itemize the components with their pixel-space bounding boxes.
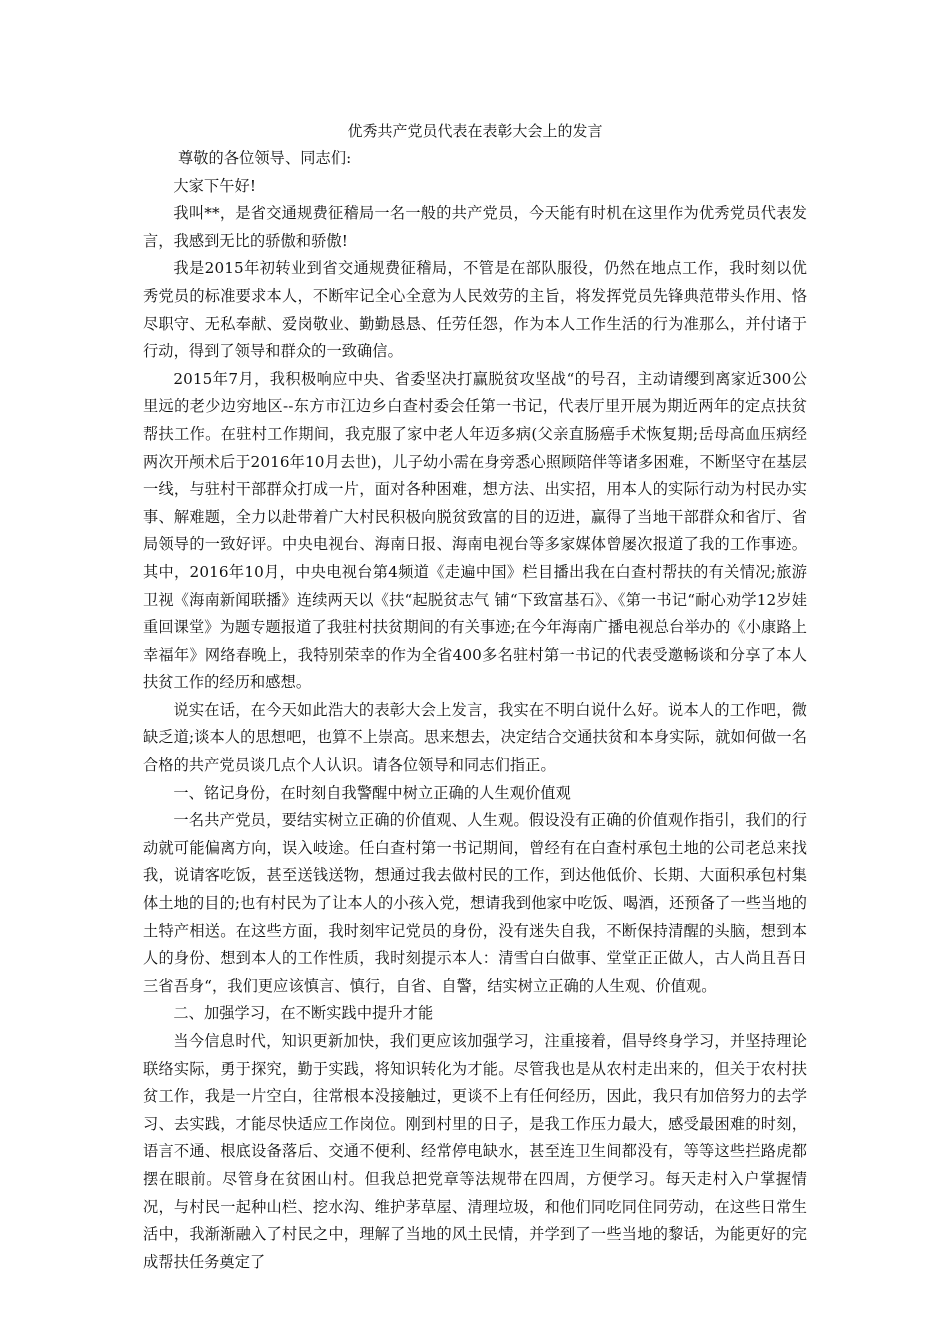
section-heading-1: 一、铭记身份，在时刻自我警醒中树立正确的人生观价值观 [173, 783, 571, 802]
section-heading-2: 二、加强学习，在不断实践中提升才能 [173, 1004, 434, 1023]
greeting-paragraph: 大家下午好! [173, 176, 257, 195]
document-title: 优秀共产党员代表在表彰大会上的发言 [347, 122, 603, 140]
transition-paragraph: 说实在话，在今天如此浩大的表彰大会上发言，我实在不明白说什么好。说本人的工作吧，微缺乏道;谈本人的思想吧，也算不上崇高。思来想去，决定结合交通扶贫和本身实际，就如何做一名合格的共产党员谈几点个人认识。请各位领导和同志们指正。 [143, 700, 807, 775]
learning-paragraph: 当今信息时代，知识更新加快，我们更应该加强学习，注重接着，倡导终身学习，并坚持理论联络实际，勇于探究，勤于实践，将知识转化为才能。尽管我也是从农村走出来的，但关于农村扶贫工作，我是一片空白，往常根本没接触过，更谈不上有任何经历，因此，我只有加倍努力的去学习、去实践，才能尽快适应工作岗位。刚到村里的日子，是我工作压力最大，感受最困难的时刻，语言不通、根底设备落后、交通不便利、经常停电缺水，甚至连卫生间都没有，等等这些拦路虎都摆在眼前。尽管身在贫困山村。但我总把党章等法规带在四周，方便学习。每天走村入户掌握情况，与村民一起种山栏、挖水沟、维护茅草屋、清理垃圾，和他们同吃同住同劳动，在这些日常生活中，我渐渐融入了村民之中，理解了当地的风土民情，并学到了一些当地的黎话，为能更好的完成帮扶任务奠定了 [143, 1032, 807, 1271]
background-paragraph: 我是2015年初转业到省交通规费征稽局，不管是在部队服役，仍然在地点工作，我时刻以优秀党员的标准要求本人，不断牢记全心全意为人民效劳的主旨，将发挥党员先锋典范带头作用、恪尽职守、无私奉献、爱岗敬业、勤勤恳恳、任劳任怨，作为本人工作生活的行为准那么，并付诸于行动，得到了领导和群众的一致确信。 [143, 259, 807, 361]
poverty-work-paragraph: 2015年7月，我积极响应中央、省委坚决打赢脱贫攻坚战“的号召，主动请缨到离家近300公里远的老少边穷地区--东方市江边乡白查村委会任第一书记，代表厅里开展为期近两年的定点扶贫帮扶工作。在驻村工作期间，我克服了家中老人年迈多病(父亲直肠癌手术恢复期;岳母高血压病经两次开颅术后于2016年10月去世)，儿子幼小需在身旁悉心照顾陪伴等诸多困难，不断坚守在基层一线，与驻村干部群众打成一片，面对各种困难，想方法、出实招，用本人的实际行动为村民办实事、解难题，全力以赴带着广大村民积极向脱贫致富的目的迈进，赢得了当地干部群众和省厅、省局领导的一致好评。中央电视台、海南日报、海南电视台等多家媒体曾屡次报道了我的工作事迹。其中，2016年10月，中央电视台第4频道《走遍中国》栏目播出我在白查村帮扶的有关情况;旅游卫视《海南新闻联播》连续两天以《扶“起脱贫志气 铺“下致富基石》、《第一书记“耐心劝学12岁娃重回课堂》为题专题报道了我驻村扶贫期间的有关事迹;在今年海南广播电视总台举办的《小康路上幸福年》网络春晚上，我特别荣幸的作为全省400多名驻村第一书记的代表受邀畅谈和分享了本人扶贫工作的经历和感想。 [143, 369, 807, 692]
values-paragraph: 一名共产党员，要结实树立正确的价值观、人生观。假设没有正确的价值观作指引，我们的行动就可能偏离方向，误入岐途。任白查村第一书记期间，曾经有在白查村承包土地的公司老总来找我，说请客吃饭，甚至送钱送物，想通过我去做村民的工作，到达他低价、长期、大面积承包村集体土地的目的;也有村民为了让本人的小孩入党，想请我到他家中吃饭、喝酒，还预备了一些当地的土特产相送。在这些方面，我时刻牢记党员的身份，没有迷失自我，不断保持清醒的头脑，想到本人的身份、想到本人的工作性质，我时刻提示本人：清雪白白做事、堂堂正正做人，古人尚且吾日三省吾身“，我们更应该慎言、慎行，自省、自警，结实树立正确的人生观、价值观。 [143, 811, 807, 995]
document-page [143, 117, 807, 1276]
salutation-paragraph: 尊敬的各位领导、同志们: [177, 149, 352, 167]
intro-paragraph: 我叫**，是省交通规费征稽局一名一般的共产党员，今天能有时机在这里作为优秀党员代表发言，我感到无比的骄傲和骄傲! [143, 204, 807, 250]
